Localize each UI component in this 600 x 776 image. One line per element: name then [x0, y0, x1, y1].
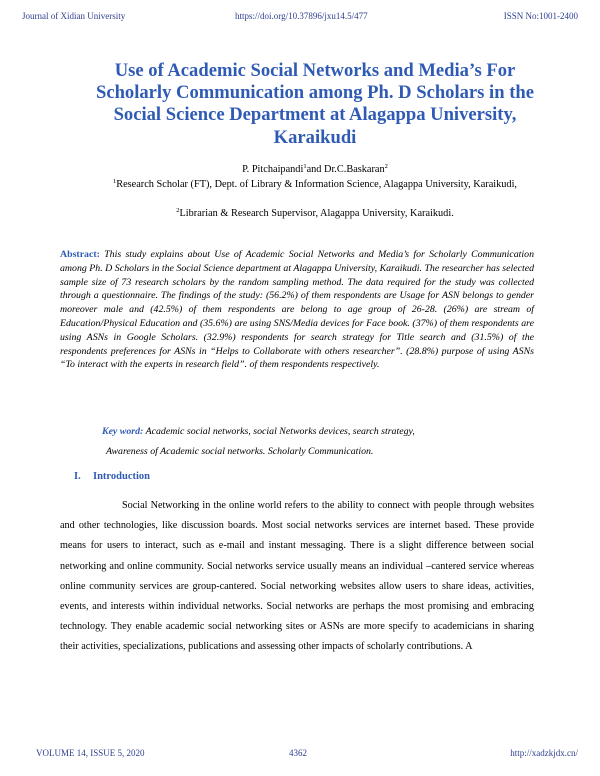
keywords-line-2: [102, 442, 542, 462]
affiliation-2-sup: 2: [176, 207, 180, 214]
affiliation-2-text: Librarian & Research Supervisor, Alagappa University, Karaikudi.: [179, 208, 454, 219]
abstract: [60, 248, 534, 372]
author-1-sup: 1: [303, 163, 307, 170]
journal-name: Journal of Xidian University: [22, 11, 126, 21]
affiliation-1-sup: 1: [112, 178, 117, 185]
paper-title: Use of Academic Social Networks and Media’s For Scholarly Communication among Ph. D Scholars in the Social Science Department at Alagappa University, Karaikudi: [95, 60, 534, 148]
footer-url[interactable]: http://xadzkjdx.cn/: [510, 748, 578, 758]
keywords-line-1: [102, 422, 542, 442]
author-line: [60, 163, 570, 178]
footer-volume: VOLUME 14, ISSUE 5, 2020: [36, 748, 145, 758]
author-2-sup: 2: [384, 163, 388, 170]
affiliation-1-text: Research Scholar (FT), Dept. of Library & Information Science, Alagappa University, Karaikudi,: [116, 179, 518, 190]
keywords-text-2: Awareness of Academic social networks. Scholarly Communication.: [106, 446, 374, 457]
issn: ISSN No:1001-2400: [503, 11, 578, 21]
affiliation-2: [60, 207, 570, 222]
footer-page-number: 4362: [289, 748, 307, 758]
body-text: Social Networking in the online world refers to the ability to connect with people through websites and other technologies, like discussion boards. Most social networks services are internet based. These provide means for users to interact, such as e-mail and instant messaging. There is a slight difference between social networking and online community. Social networks service usually means an individual –cantered service whereas online community services are group-cantered. Social networking websites allow users to share ideas, activities, events, and interests within individual networks. Social networks are perhaps the most promising and embracing technology. They enable academic social networking sites or ASNs are more specify to academicians in sharing their activities, specializations, publications and assessing other impacts of scholarly contributions. A: [60, 500, 534, 653]
keywords: [102, 422, 542, 462]
doi-link[interactable]: https://doi.org/10.37896/jxu14.5/477: [235, 11, 368, 21]
section-heading: [74, 471, 150, 482]
section-title: Introduction: [93, 471, 150, 482]
abstract-label: Abstract:: [60, 249, 100, 260]
body-paragraph: [60, 496, 534, 658]
author-connector: and: [306, 164, 322, 175]
abstract-text: This study explains about Use of Academic Social Networks and Media’s for Scholarly Communication among Ph. D Scholars in the Social Science department at Alagappa University, Karaikudi. The researcher has selected sample size of 73 research scholars by the random sampling method. The data required for the study was collected through a questionnaire. The findings of the study: (56.2%) of them respondents are Usage for ASN belongs to gender moreover male and (42.5%) of them respondents are belong to age group of 26-28. (26%) are stream of Education/Physical Education and (35.6%) are using SNS/Media devices for Face book. (37%) of them respondents are using ASNs in Google Scholars. (32.9%) respondents for search strategy for Title search and (31.5%) of the respondents preferences for ASNs in “Helps to Collaborate with others researcher”. (28.8%) purpose of using ASNs “To interact with the experts in research field”. of them respondents respectively.: [60, 249, 534, 371]
section-number: I.: [74, 471, 81, 482]
keywords-text-1: Academic social networks, social Networks devices, search strategy,: [145, 426, 415, 437]
author-1: P. Pitchaipandi: [242, 164, 304, 175]
affiliation-1: [60, 178, 570, 193]
author-2: Dr.C.Baskaran: [324, 164, 385, 175]
keywords-label: Key word:: [102, 426, 144, 437]
